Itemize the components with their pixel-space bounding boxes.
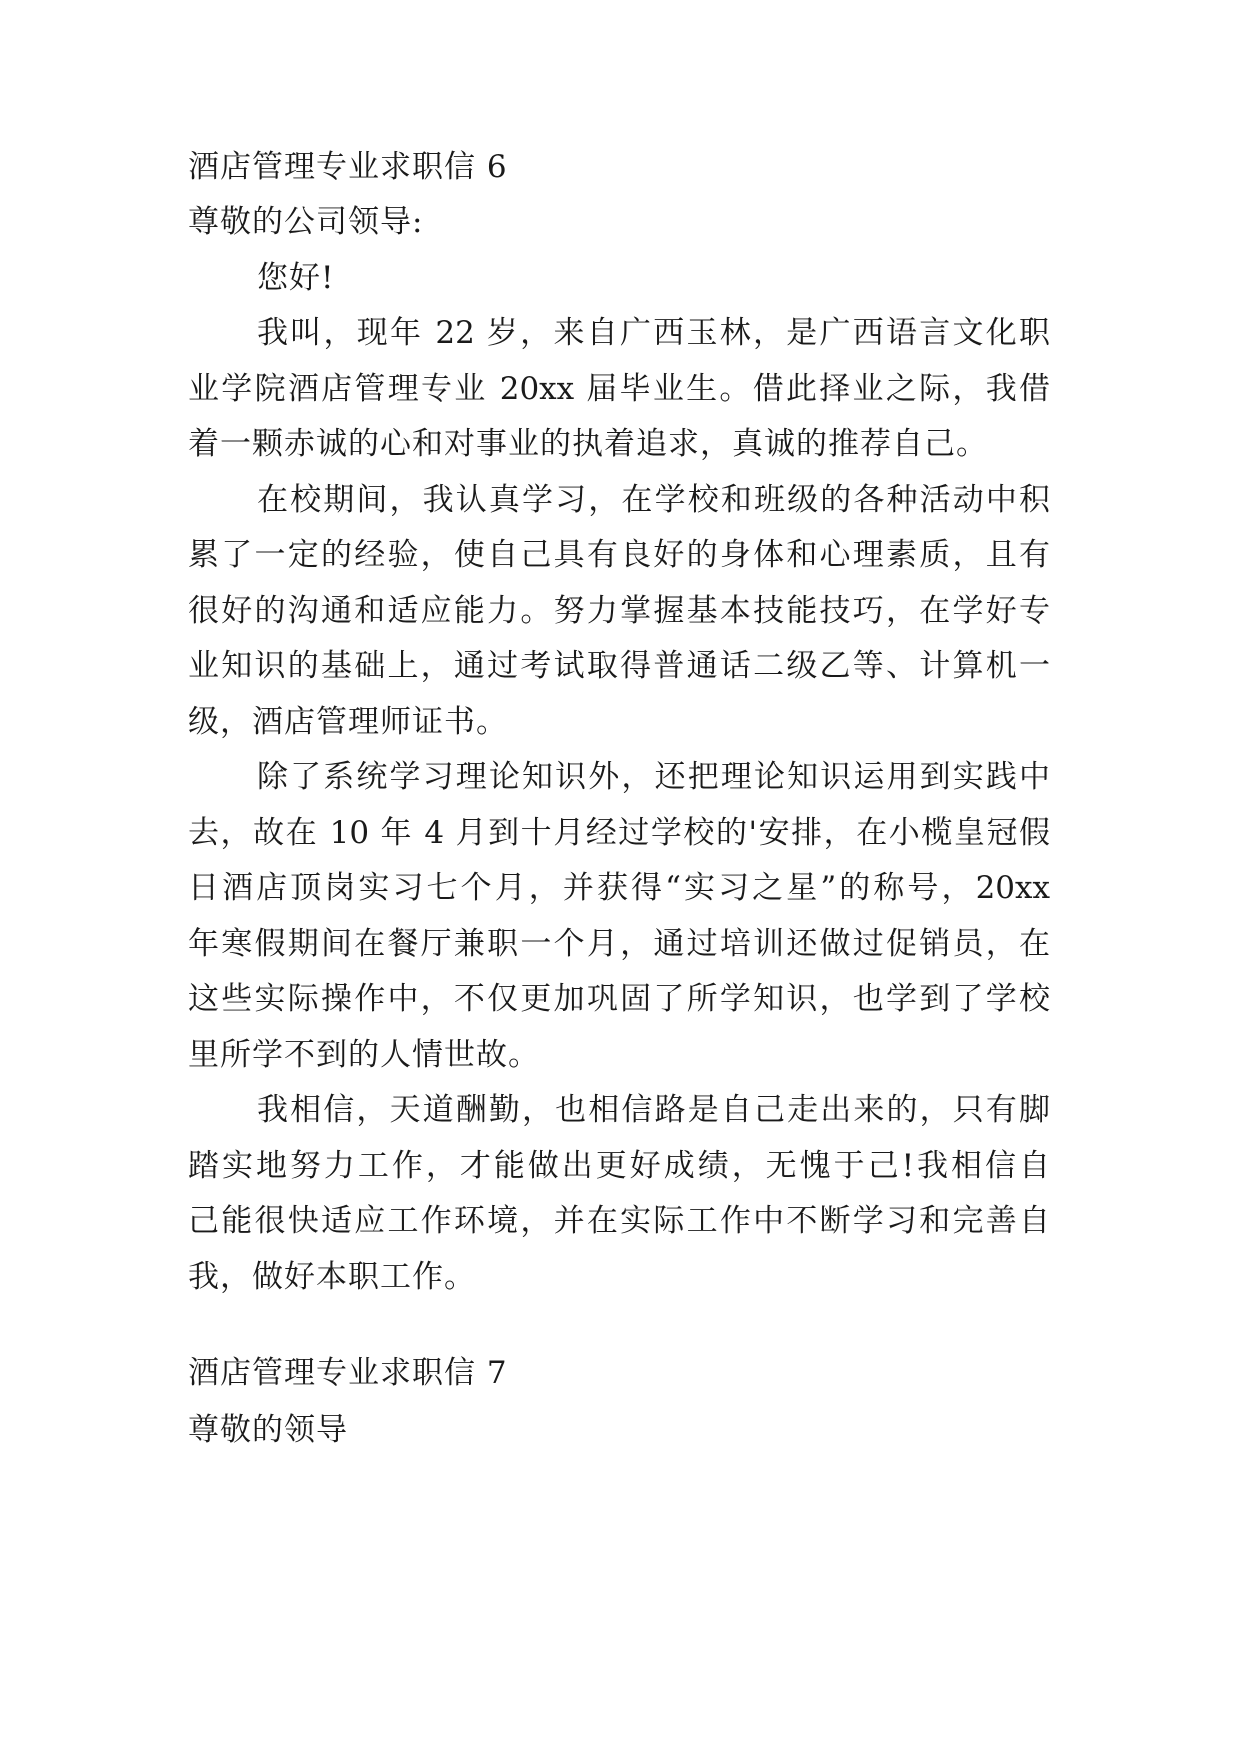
paragraph-line: 在校期间，我认真学习，在学校和班级的各种活动中积 [257,482,1050,518]
paragraph-line: 去，故在 10 年 4 月到十月经过学校的'安排，在小榄皇冠假 [188,815,1050,851]
paragraph-line: 业学院酒店管理专业 20xx 届毕业生。借此择业之际，我借 [188,371,1050,407]
paragraph-line: 这些实际操作中，不仅更加巩固了所学知识，也学到了学校 [188,981,1050,1017]
letter-heading: 酒店管理专业求职信 7 [188,1355,508,1391]
paragraph-line: 着一颗赤诚的心和对事业的执着追求，真诚的推荐自己。 [188,426,988,462]
paragraph-line: 我相信，天道酬勤，也相信路是自己走出来的，只有脚 [257,1092,1050,1128]
paragraph-line: 踏实地努力工作，才能做出更好成绩，无愧于己!我相信自 [188,1148,1050,1184]
salutation: 尊敬的领导 [188,1412,348,1448]
paragraph-line: 我，做好本职工作。 [188,1259,476,1295]
salutation: 尊敬的公司领导: [188,204,424,240]
paragraph-line: 很好的沟通和适应能力。努力掌握基本技能技巧，在学好专 [188,593,1050,629]
paragraph-line: 我叫，现年 22 岁，来自广西玉林，是广西语言文化职 [257,315,1050,351]
paragraph-line: 里所学不到的人情世故。 [188,1037,540,1073]
paragraph-line: 年寒假期间在餐厅兼职一个月，通过培训还做过促销员，在 [188,926,1050,962]
paragraph-line: 业知识的基础上，通过考试取得普通话二级乙等、计算机一 [188,648,1050,684]
letter-heading: 酒店管理专业求职信 6 [188,149,508,185]
greeting: 您好! [257,260,335,296]
paragraph-line: 除了系统学习理论知识外，还把理论知识运用到实践中 [257,759,1050,795]
paragraph-line: 累了一定的经验，使自己具有良好的身体和心理素质，且有 [188,537,1050,573]
paragraph-line: 日酒店顶岗实习七个月，并获得“实习之星”的称号，20xx [188,870,1050,906]
paragraph-line: 级，酒店管理师证书。 [188,704,508,740]
paragraph-line: 己能很快适应工作环境，并在实际工作中不断学习和完善自 [188,1203,1050,1239]
